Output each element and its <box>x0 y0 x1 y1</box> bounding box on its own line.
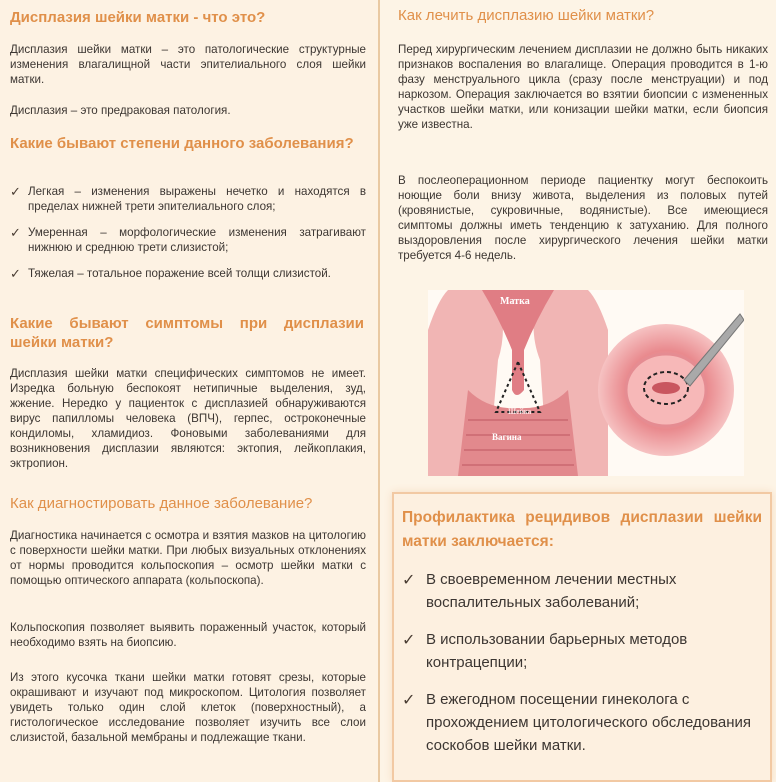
left-column <box>0 0 380 782</box>
label-vagina: Вагина <box>492 432 522 442</box>
list-item: ✓ Умеренная – морфологические изменения затрагивают нижнюю и среднюю трети слизистой; <box>10 225 366 254</box>
precancer-text: Дисплазия – это предраковая патология. <box>10 104 231 117</box>
cervical-os <box>652 382 680 394</box>
list-item: ✓ Тяжелая – тотальное поражение всей толщи слизистой. <box>10 266 331 281</box>
heading-degrees: Какие бывают степени данного заболевания? <box>10 135 354 152</box>
symptoms-text: Дисплазия шейки матки специфических симптомов не имеет. Изредка больную беспокоят нетипичные выделения, зуд, жжение. Нередко у пациенток с дисплазией обнаруживаются вирус папилломы человека (ВПЧ), герпес, остроконечные кондиломы, хламидиоз. Фоновыми заболеваниями для возникновения дисплазии являются: эктопия, лейкоплакия, эктропион. <box>10 367 366 470</box>
colposcopy-text: Кольпоскопия позволяет выявить пораженный участок, который необходимо взять на биопсию. <box>10 621 366 649</box>
check-icon: ✓ <box>402 692 416 709</box>
heading-what-is: Дисплазия шейки матки - что это? <box>10 9 266 26</box>
list-item: ✓ В ежегодном посещении гинеколога с прохождением цитологического обследования соскобов шейки матки. <box>402 691 751 754</box>
label-cervix: Шейка <box>508 407 532 416</box>
heading-diagnostics: Как диагностировать данное заболевание? <box>10 495 313 512</box>
treatment-text: Перед хирургическим лечением дисплазии не должно быть никаких признаков воспаления во влагалище. Операция проводится в 1-ю фазу менструального цикла (сразу после менструации) и под наркозом. Операция заключается во взятии биопсии с измененных участков шейки матки, или конизации шейки матки, если биопсия уже известна. <box>398 43 768 131</box>
prevention-box <box>392 492 772 782</box>
degrees-list <box>8 184 366 281</box>
check-icon: ✓ <box>402 572 416 589</box>
check-icon: ✓ <box>10 266 21 281</box>
cytology-text: Из этого кусочка ткани шейки матки готовят срезы, которые окрашивают и изучают под микроскопом. Цитология позволяет увидеть только один слой клеток (поверхностный), а гистологическое исследование позволяет изучить все слои слизистой, базальной мембраны и подлежащие ткани. <box>10 671 366 744</box>
postop-text: В послеоперационном периоде пациентку могут беспокоить ноющие боли внизу живота, выделения из половых путей (кровянистые, сукровичные, водянистые). Все имеющиеся симптомы должны иметь тенденцию к затуханию. Для полного выздоровления после хирургического лечения шейки матки требуется 4-6 недель. <box>398 174 768 262</box>
cervix-anatomy-image <box>428 290 744 476</box>
check-icon: ✓ <box>402 632 416 649</box>
prevention-title: Профилактика рецидивов дисплазии шейки матки заключается: <box>402 509 762 550</box>
check-icon: ✓ <box>10 225 21 240</box>
definition-text: Дисплазия шейки матки – это патологические структурные изменения влагалищной части эпителиального слоя шейки матки. <box>10 43 366 86</box>
diagnostics-text: Диагностика начинается с осмотра и взятия мазков на цитологию с поверхности шейки матки. При любых визуальных отклонениях от нормы проводится кольпоскопия – осмотр шейки матки с помощью оптического аппарата (кольпоскопа). <box>10 529 366 587</box>
list-item: ✓ В своевременном лечении местных воспалительных заболеваний; <box>402 571 677 611</box>
cervix-illustration <box>428 290 744 476</box>
prevention-list <box>400 568 760 757</box>
list-item: ✓ В использовании барьерных методов контрацепции; <box>402 631 688 671</box>
heading-symptoms: Какие бывают симптомы при дисплазии шейки матки? <box>10 315 364 351</box>
label-uterus: Матка <box>500 296 530 307</box>
check-icon: ✓ <box>10 184 21 199</box>
list-item: ✓ Легкая – изменения выражены нечетко и находятся в пределах нижней трети эпителиального слоя; <box>10 184 366 213</box>
heading-treatment: Как лечить дисплазию шейки матки? <box>398 7 655 24</box>
